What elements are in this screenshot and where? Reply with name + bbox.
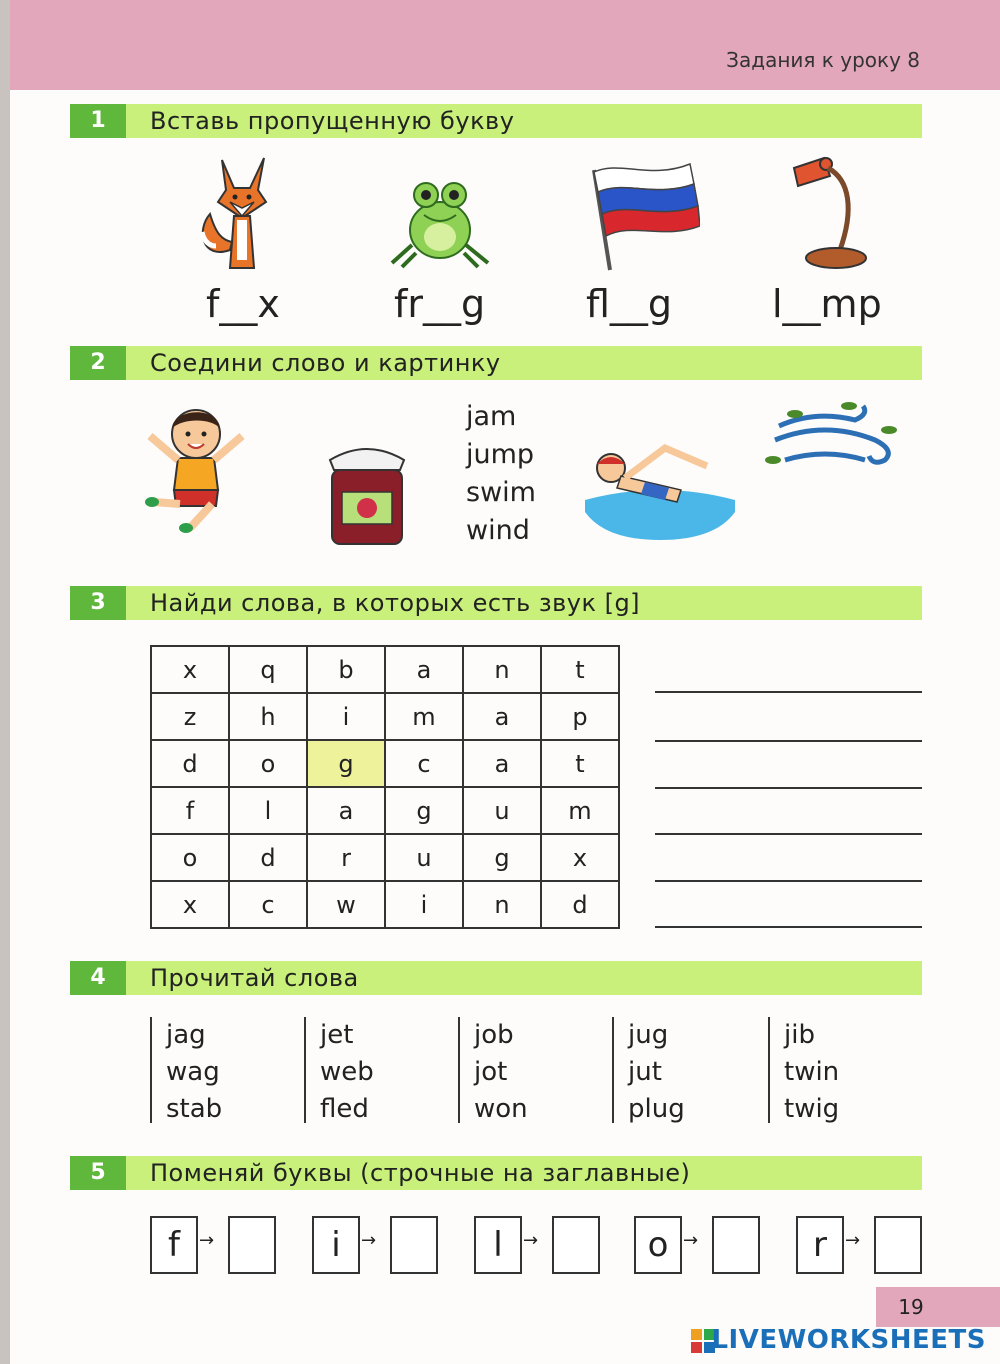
grid-cell[interactable]: i [385,881,463,928]
grid-cell[interactable]: u [463,787,541,834]
grid-cell[interactable]: r [307,834,385,881]
section-5-number: 5 [70,1156,126,1190]
word-wind[interactable]: wind [466,515,530,546]
grid-cell[interactable]: t [541,646,619,693]
word-flag: fl__g [586,282,673,326]
section-1-title: Вставь пропущенную букву [150,107,515,135]
word-column-4 [612,1017,685,1123]
word: plug [628,1094,685,1124]
page-number: 19 [898,1295,924,1319]
word-column-3 [458,1017,528,1123]
grid-cell[interactable]: x [151,881,229,928]
uppercase-answer-box[interactable] [712,1216,760,1274]
flag-picture [580,150,700,275]
grid-row [151,881,619,928]
section-3-title: Найди слова, в которых есть звук [g] [150,589,641,617]
grid-cell[interactable]: a [463,740,541,787]
word-jam[interactable]: jam [466,401,517,432]
fox-picture [192,150,292,275]
grid-cell[interactable]: g [307,740,385,787]
grid-row [151,693,619,740]
grid-cell[interactable]: i [307,693,385,740]
section-1-number: 1 [70,104,126,138]
section-2-word-list [466,398,536,550]
grid-row [151,787,619,834]
grid-cell[interactable]: z [151,693,229,740]
uppercase-answer-box[interactable] [874,1216,922,1274]
word-fox: f__x [206,282,280,326]
grid-cell[interactable]: a [385,646,463,693]
word-swim[interactable]: swim [466,477,536,508]
frog-picture [388,175,493,270]
wind-picture [765,400,905,480]
grid-cell[interactable]: a [463,693,541,740]
word: twig [784,1094,840,1124]
word: wag [166,1057,220,1087]
grid-cell[interactable]: f [151,787,229,834]
answer-line[interactable] [655,926,922,928]
grid-cell[interactable]: d [151,740,229,787]
answer-line[interactable] [655,787,922,789]
grid-cell[interactable]: t [541,740,619,787]
grid-cell[interactable]: q [229,646,307,693]
section-3-number: 3 [70,586,126,620]
word-column-5 [768,1017,839,1123]
word: fled [320,1094,369,1124]
grid-row [151,740,619,787]
jumping-boy-picture [140,398,252,538]
grid-cell[interactable]: n [463,881,541,928]
word: jut [628,1057,662,1087]
grid-cell[interactable]: c [385,740,463,787]
arrow-icon: → [523,1230,539,1251]
word: jet [320,1020,354,1050]
grid-cell[interactable]: o [229,740,307,787]
grid-cell[interactable]: l [229,787,307,834]
answer-line[interactable] [655,833,922,835]
grid-cell[interactable]: u [385,834,463,881]
jam-jar-picture [320,440,414,548]
grid-cell[interactable]: b [307,646,385,693]
word: web [320,1057,374,1087]
arrow-icon: → [845,1230,861,1251]
word: job [474,1020,514,1050]
liveworksheets-brand: LIVEWORKSHEETS [711,1325,986,1355]
uppercase-answer-box[interactable] [552,1216,600,1274]
section-5-title: Поменяй буквы (строчные на заглавные) [150,1159,691,1187]
grid-row [151,834,619,881]
grid-cell[interactable]: c [229,881,307,928]
grid-cell[interactable]: m [541,787,619,834]
word: stab [166,1094,223,1124]
lowercase-letter-box: i [312,1216,360,1274]
grid-cell[interactable]: a [307,787,385,834]
grid-cell[interactable]: x [151,646,229,693]
lowercase-letter-box: r [796,1216,844,1274]
lamp-picture [780,150,870,275]
lowercase-letter-box: o [634,1216,682,1274]
grid-cell[interactable]: p [541,693,619,740]
header-band [0,0,1000,90]
grid-cell[interactable]: g [463,834,541,881]
lowercase-letter-box: f [150,1216,198,1274]
section-4-number: 4 [70,961,126,995]
grid-cell[interactable]: w [307,881,385,928]
swimmer-picture [585,440,735,540]
grid-cell[interactable]: g [385,787,463,834]
page-edge [0,0,10,1364]
grid-cell[interactable]: n [463,646,541,693]
grid-row [151,646,619,693]
grid-cell[interactable]: d [541,881,619,928]
grid-cell[interactable]: m [385,693,463,740]
answer-line[interactable] [655,740,922,742]
arrow-icon: → [199,1230,215,1251]
uppercase-answer-box[interactable] [228,1216,276,1274]
grid-cell[interactable]: d [229,834,307,881]
word: jib [784,1020,815,1050]
word: won [474,1094,528,1124]
word: jag [166,1020,206,1050]
arrow-icon: → [683,1230,699,1251]
word: twin [784,1057,840,1087]
word-column-2 [304,1017,374,1123]
section-2-number: 2 [70,346,126,380]
answer-line[interactable] [655,880,922,882]
word-frog: fr__g [394,282,486,326]
section-2-title: Соедини слово и картинку [150,349,501,377]
word-lamp: l__mp [772,282,882,326]
section-4-title: Прочитай слова [150,964,359,992]
grid-cell[interactable]: h [229,693,307,740]
arrow-icon: → [361,1230,377,1251]
grid-cell[interactable]: o [151,834,229,881]
word-jump[interactable]: jump [466,439,535,470]
lowercase-letter-box: l [474,1216,522,1274]
uppercase-answer-box[interactable] [390,1216,438,1274]
word: jug [628,1020,669,1050]
header-title: Задания к уроку 8 [726,48,920,72]
answer-line[interactable] [655,691,922,693]
letter-grid [150,645,620,929]
grid-cell[interactable]: x [541,834,619,881]
word-column-1 [150,1017,222,1123]
word: jot [474,1057,508,1087]
